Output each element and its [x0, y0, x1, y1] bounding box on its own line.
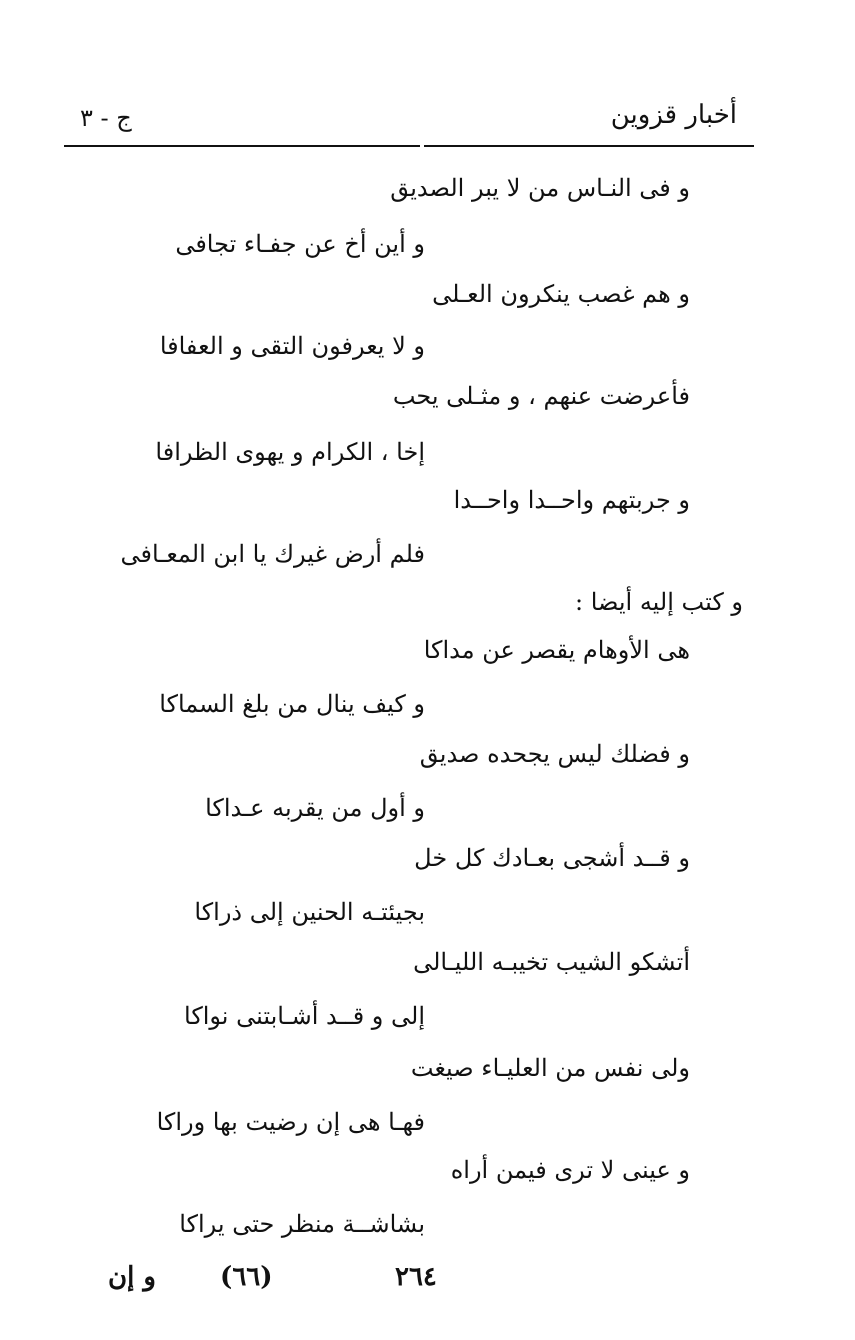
- prose-line: و كتب إليه أيضا :: [575, 588, 743, 616]
- verse-line: و هم غصب ينكرون العـلى: [432, 280, 690, 308]
- verse-line: و جربتهم واحــدا واحــدا: [453, 486, 690, 514]
- verse-line: فهـا هى إن رضيت بها وراكا: [156, 1108, 425, 1136]
- verse-line: ولى نفس من العليـاء صيغت: [410, 1054, 690, 1082]
- catchword: و إن: [108, 1262, 156, 1292]
- verse-line: و فى النـاس من لا يبر الصديق: [390, 174, 690, 202]
- verse-line: و أين أخ عن جفـاء تجافى: [175, 230, 425, 258]
- verse-line: و قــد أشجى بعـادك كل خل: [414, 844, 690, 872]
- verse-line: و فضلك ليس يجحده صديق: [419, 740, 690, 768]
- verse-line: و كيف ينال من بلغ السماكا: [159, 690, 425, 718]
- verse-line: و أول من يقربه عـداكا: [205, 794, 425, 822]
- verse-line: أتشكو الشيب تخيبـه الليـالى: [413, 948, 690, 976]
- book-title: أخبار قزوين: [610, 100, 737, 130]
- verse-line: إخا ، الكرام و يهوى الظرافا: [155, 438, 425, 466]
- page-number: ٢٦٤: [395, 1262, 437, 1292]
- header-rule-left: [64, 145, 420, 147]
- verse-line: و لا يعرفون التقى و العفافا: [159, 332, 425, 360]
- verse-line: هى الأوهام يقصر عن مداكا: [423, 636, 690, 664]
- verse-line: إلى و قــد أشـابتنى نواكا: [184, 1002, 425, 1030]
- volume-label: ج - ٣: [80, 104, 132, 132]
- header-rule-right: [424, 145, 754, 147]
- verse-line: فأعرضت عنهم ، و مثـلى يحب: [392, 382, 690, 410]
- signature-mark: (٦٦): [220, 1262, 273, 1292]
- verse-line: بجيئتـه الحنين إلى ذراكا: [194, 898, 425, 926]
- verse-line: بشاشــة منظر حتى يراكا: [179, 1210, 425, 1238]
- verse-line: فلم أرض غيرك يا ابن المعـافى: [120, 540, 425, 568]
- verse-line: و عينى لا ترى فيمن أراه: [450, 1156, 690, 1184]
